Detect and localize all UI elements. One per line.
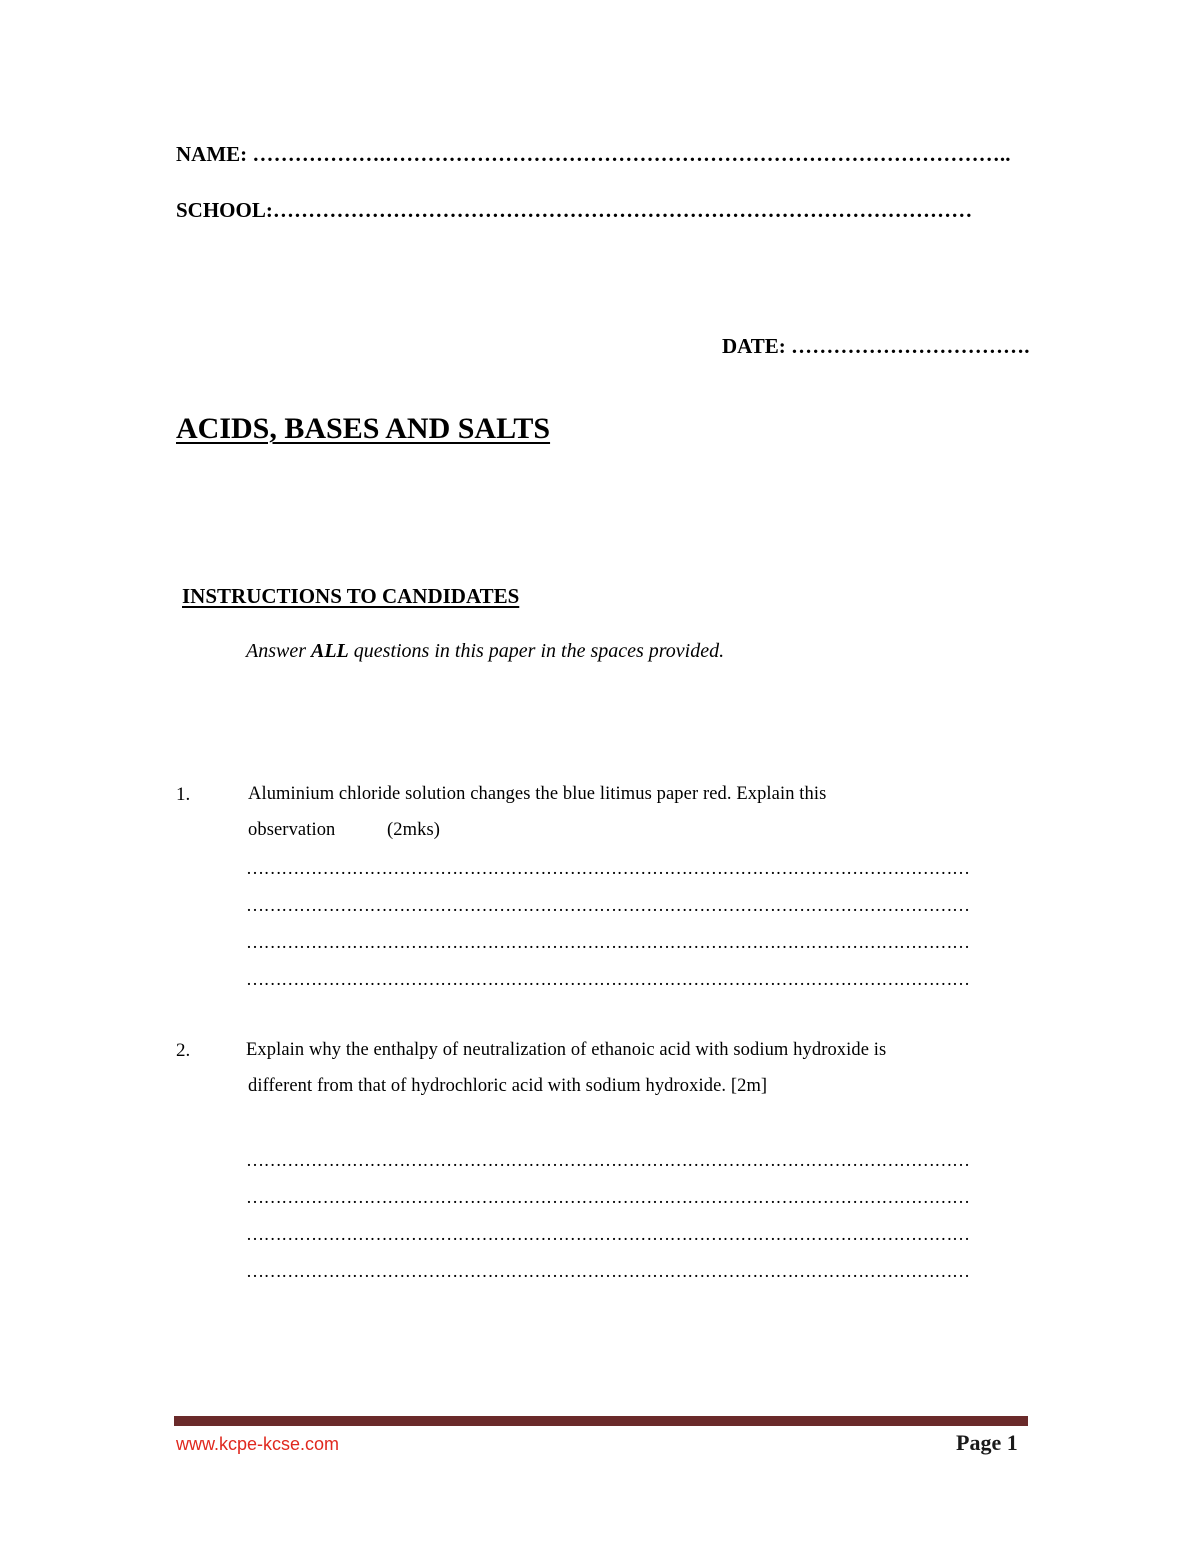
question-1-number: 1. xyxy=(176,784,191,805)
question-2-text-line1: Explain why the enthalpy of neutralization of ethanoic acid with sodium hydroxide is xyxy=(246,1040,887,1060)
instructions-heading: INSTRUCTIONS TO CANDIDATES xyxy=(182,584,520,608)
question-1-answer-line-2[interactable]: …………………………………………………………………………………………………………… xyxy=(246,895,970,915)
date-label: DATE: xyxy=(722,334,786,358)
instructions-text-bold: ALL xyxy=(311,640,349,662)
question-2-answer-line-1[interactable]: …………………………………………………………………………………………………………… xyxy=(246,1150,970,1170)
school-field xyxy=(176,198,972,223)
page-title: ACIDS, BASES AND SALTS xyxy=(176,412,551,445)
school-dots: ……………………………………………………………………………………… xyxy=(272,198,973,222)
school-label: SCHOOL: xyxy=(176,198,273,222)
name-dots: ……………….…………………………………………………………………………….. xyxy=(252,142,1011,166)
question-2-answer-line-2[interactable]: …………………………………………………………………………………………………………… xyxy=(246,1187,970,1207)
page-number: Page 1 xyxy=(956,1430,1018,1455)
name-field xyxy=(176,142,1011,167)
question-1-text-line2: observation xyxy=(248,820,336,840)
date-field xyxy=(722,334,1030,359)
footer-divider xyxy=(174,1416,1028,1426)
question-1-answer-line-3[interactable]: …………………………………………………………………………………………………………… xyxy=(246,932,970,952)
question-2-answer-line-4[interactable]: …………………………………………………………………………………………………………… xyxy=(246,1261,970,1281)
instructions-text-before: Answer xyxy=(246,640,311,662)
question-1-marks: (2mks) xyxy=(387,820,441,840)
name-label: NAME: xyxy=(176,142,248,166)
question-2-text-line2: different from that of hydrochloric acid with sodium hydroxide. [2m] xyxy=(248,1076,768,1096)
date-dots: ……………………………. xyxy=(791,334,1030,358)
footer-website-link[interactable]: www.kcpe-kcse.com xyxy=(176,1434,340,1454)
instructions-text xyxy=(246,640,724,663)
question-2-number: 2. xyxy=(176,1040,191,1061)
question-2-answer-line-3[interactable]: …………………………………………………………………………………………………………… xyxy=(246,1224,970,1244)
question-1-text-line1: Aluminium chloride solution changes the blue litimus paper red. Explain this xyxy=(248,784,827,804)
question-1-answer-line-1[interactable]: …………………………………………………………………………………………………………… xyxy=(246,858,970,878)
instructions-text-after: questions in this paper in the spaces provided. xyxy=(348,640,725,662)
question-1-answer-line-4[interactable]: …………………………………………………………………………………………………………… xyxy=(246,969,970,989)
